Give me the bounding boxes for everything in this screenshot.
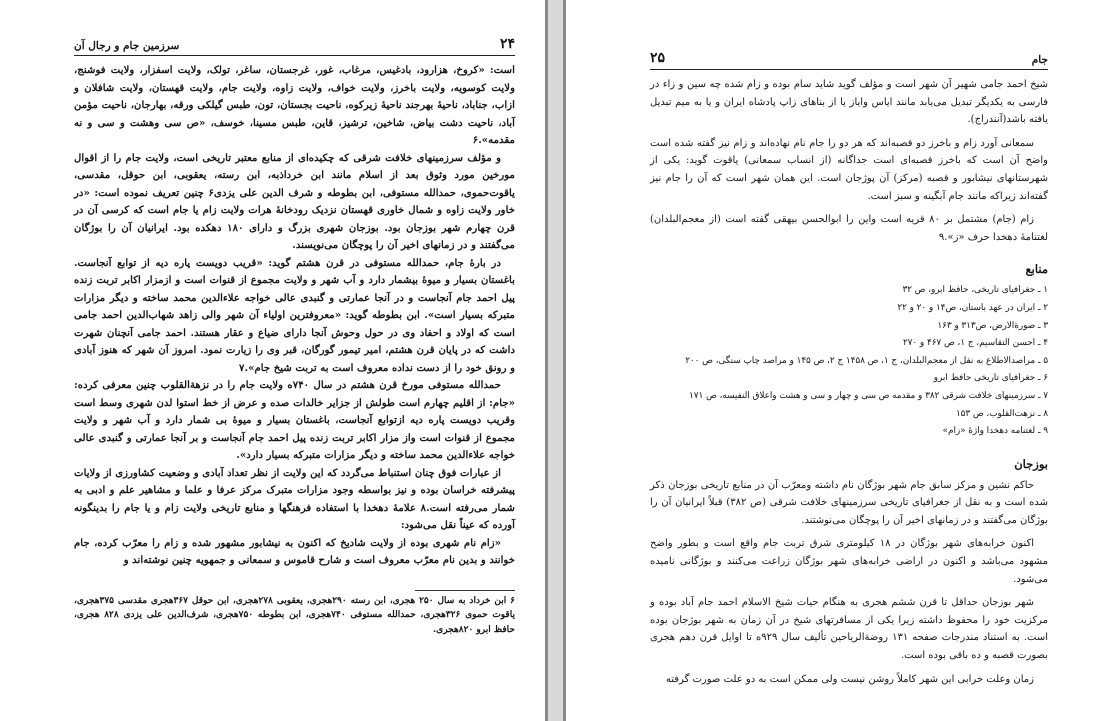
right-running-title: جام: [1031, 54, 1048, 66]
page-gutter: [545, 0, 566, 721]
section-paragraph-4: زمان وعلت خرابی این شهر کاملاً روشن نیست ولی ممکن است به دو علت صورت گرفته: [665, 673, 1034, 685]
left-running-header: [74, 36, 515, 56]
left-footnote: ۶ ابن خرداد به سال ۲۵۰ هجری، ابن رسته ۲۹۰هجری، یعقوبی ۲۷۸هجری، ابن حوقل ۳۶۷هجری مقدسی ۳۷۵هجری، یاقوت حموی ۳۲۶هجری، حمدالله مستوفی ۷۴۰هجری، ابن بطوطه ۷۵۰هجری، شرف‌الدین علی یزدی ۸۲۸ هجری، حافظ ابرو ۸۲۰هجری.: [74, 595, 515, 635]
left-page-number: ۲۴: [499, 36, 515, 52]
right-paragraph-2: سمعانی آورد زام و باخرز دو قصبه‌اند که هر دو را جام نام نهاده‌اند و زام نیز گفته شده است واضح آن است که باخرز قصبه‌ای است جداگانه (از انساب سمعانی) یاقوت گوید: یکی از شهرستانهای نیشابور و قصبه (مرکز) آن پوژجان است. این همان شهر است که آن را جام نیز گفته‌اند زیراکه مانند جام آبگینه و سبز است.: [650, 137, 1048, 202]
source-item: ۱ ـ جغرافیای تاریخی، حافظ ابرو، ص ۳۲: [902, 285, 1048, 296]
section-paragraph-2: اکنون خرابه‌های شهر بوژگان در ۱۸ کیلومتری شرق تربت جام واقع است و بطور واضح مشهود می‌باشد و اکنون در اراضی خرابه‌های شهر بوژگان زراعت می‌کنند و بوژگانی نامیده می‌شود.: [650, 538, 1048, 585]
source-item: ۳ ـ صورةالارض، ص۳۱۳ و ۱۶۳: [937, 320, 1048, 331]
left-page: [0, 0, 545, 721]
source-item: ۵ ـ مراصدالاطلاع به نقل از معجم‌البلدان، ج ۱، ص ۱۴۵۸ ج ۲، ص ۱۴۵ و مراصد چاپ سنگی، ص ۲۰۰: [685, 355, 1048, 366]
left-running-title: سرزمین جام و رجال آن: [74, 40, 180, 52]
right-page-number: ۲۵: [650, 50, 666, 66]
sources-heading: منابع: [1025, 262, 1048, 277]
section-heading: بوزجان: [1014, 456, 1048, 471]
source-item: ۲ ـ ایران در عهد باستان، ص۱۴ و ۲۰ و ۲۲: [897, 302, 1048, 313]
left-paragraph-6: «زام نام شهری بوده از ولایت شادیخ که اکنون به نیشابور مشهور شده و زام را معرّب کرده، جام خوانند و بدین نام معرّب معروف است و شارح قاموس و سمعانی و جمهویه چنین نوشته‌اند و: [74, 536, 515, 566]
section-paragraph-1: حاکم نشین و مرکز سابق جام شهر بوژگان نام داشته ومعرّب آن در منابع تاریخی بوزجان ذکر شده است و به نقل از جغرافیای تاریخی سرزمینهای خلافت شرقی (ص ۳۸۲) قبلاً ایرانیان آن را بوژگان می‌گفتند و در زمانهای اخیر آن را پوچگان می‌نوشتند.: [650, 479, 1048, 526]
right-paragraph-1: شیخ احمد جامی شهیر آن شهر است و مؤلف گوید شاید سام بوده و زام شده چه سین و زاء در فارسی به یکدیگر تبدیل می‌یابد مانند ایاس وایاز یا از بناهای زاپ پادشاه ایران و یا به میم تبدیل یافته باشد(آنندراج).: [650, 79, 1048, 126]
source-item: ۸ ـ نزهت‌القلوب، ص ۱۵۳: [955, 408, 1048, 419]
left-body: [74, 62, 515, 570]
section-body: [650, 477, 1048, 689]
section-paragraph-3: شهر بوزجان حداقل تا قرن ششم هجری به هنگام حیات شیخ الاسلام احمد جام آباد بوده و مرکزیت خود را محفوظ داشته زیرا یکی از مسافرتهای شیخ در آن زمان به شهر بوژجان بوده است. به استناد مندرجات صفحه ۱۳۱ روضةالریاحین تألیف سال ۹۲۹ه تا اوایل قرن دهم هجری بصورت قصبه و ده باقی بوده است.: [650, 597, 1048, 662]
source-item: ۷ ـ سرزمینهای خلافت شرقی ۳۸۲ و مقدمه ص سی و چهار و سی و هشت واعلاق النفیسه، ص ۱۷۱: [689, 390, 1048, 401]
right-body: [650, 76, 1048, 246]
right-running-header: [650, 50, 1048, 70]
left-paragraph-4: حمدالله مستوفی مورخ قرن هشتم در سال ۷۴۰ه ولایت جام را در نزهةالقلوب چنین معرفی کرده: «جام: از اقلیم چهارم است طولش از جزایر خالدات صده و عرض از خط استوا لدن شهری وسط است وقریب دویست پاره دیه ازتوابع آنجاست، باغستان بسیار و میوهٔ بی شمار دارد و آب شهر و ولایت مجموع از قنوات است واز مزار اکابر تربت زنده پیل احمد جام آنجاست و بر آنجا عمارتی و گنبدی عالی خواجه علاءالدین محمد ساخته و دیگر مزارات متبرکه بسیار دارد».: [74, 379, 516, 461]
footnote-rule: [415, 590, 515, 591]
right-paragraph-3: زام (جام) مشتمل بر ۸۰ قریه است واین را ابوالحسن بیهقی گفته است (از معجم‌البلدان) لغتنامهٔ دهخدا حرف «ز».۹: [650, 214, 1048, 243]
left-paragraph-1: است: «کروخ، هزارود، بادغیس، مرغاب، غور، غرجستان، ساغر، تولک، ولایت اسفزار، ولایت فوشنج، ولایت کوسویه، ولایت باخرز، ولایت خواف، ولایت زاوه، ولایت جام، ولایت قهستان، ولایت شافلان و ازاب، جناباد، ناحیهٔ بهرجند ناحیهٔ زیرکوه، ناحیت بجستان، تون، طبس گیلکی ورقه، بهارجان، ناحیت مؤمن آباد، ناحیت دشت بیاض، شاخین، ترشیز، قاین، طبس مسینا، خوسف، «ص سی وهشت و سی و نه مقدمه».۶: [74, 64, 515, 146]
sources-list: [650, 282, 1048, 440]
source-item: ۶ ـ جغرافیای تاریخی حافظ ابرو: [933, 373, 1048, 384]
left-paragraph-2: و مؤلف سرزمینهای خلافت شرقی که چکیده‌ای از منابع معتبر تاریخی است، ولایت جام را از اقوال مورخین مورد وثوق بعد از اسلام مانند ابن خرداذبه، ابن رسته، یعقوبی، ابن حوقل، مقدسی، یاقوت‌حموی، حمدالله مستوفی، ابن بطوطه و شرف الدین علی یزدی۶ چنین تعریف نموده است: «در خاور ولایت زاوه و شمال خاوری قهستان نزدیک رودخانهٔ هرات ولایت زام یا جام است که کرسی آن در قرن چهارم شهر بوزجان بود. بوزجان شهری بزرگ و دارای ۱۸۰ دهکده بود. ایرانیان آن را بوژگان می‌گفتند و در زمانهای اخیر آن را پوچگان می‌نویسند.: [74, 151, 515, 251]
left-paragraph-5: از عبارات فوق چنان استنباط می‌گردد که این ولایت از نظر تعداد آبادی و وضعیت کشاورزی از ولایات پیشرفته خراسان بوده و نیز بواسطه وجود مزارات متبرک مرکز عرفا و علما و مشاهیر علم و ادبی به شمار می‌رفته است.۸ علامهٔ دهخدا با استفاده فرهنگها و منابع تاریخی ولایت زام و یا جام را بدینگونه آورده که عیناً نقل می‌شود:: [74, 466, 515, 531]
right-page: [566, 0, 1108, 721]
left-paragraph-3: در بارهٔ جام، حمدالله مستوفی در قرن هشتم گوید: «قریب دویست پاره دیه از توابع آنجاست. باغستان بسیار و میوهٔ بیشمار دارد و آب شهر و ولایت مجموع از قنوات است و ازمزار اکابر تربت زنده پیل احمد جام آنجاست و در آنجا عمارتی و گنبدی عالی خواجه علاءالدین محمد ساخته و دیگر مزارات متبرکه بسیار است». ابن بطوطه گوید: «معروفترین اولیاء آن شهر والی زاهد شهاب‌الدین احمد جامی است که اولاد و احفاد وی در حول وحوش آنجا دارای ضیاع و عقار هستند. احمد جامی آنچنان شهرت داشت که در پایان قرن هشتم، امیر تیمور گورگان، قبر وی را زیارت نمود. امروز آن شهر که هنوز آبادی و رونق خود را از دست نداده معروف است به تربت شیخ جام».۷: [74, 256, 515, 374]
source-item: ۴ ـ احسن التقاسیم، ج ۱، ص ۴۶۷ و ۲۷۰: [902, 338, 1048, 349]
source-item: ۹ ـ لغتنامه دهخدا واژهٔ «زام»: [942, 426, 1048, 437]
